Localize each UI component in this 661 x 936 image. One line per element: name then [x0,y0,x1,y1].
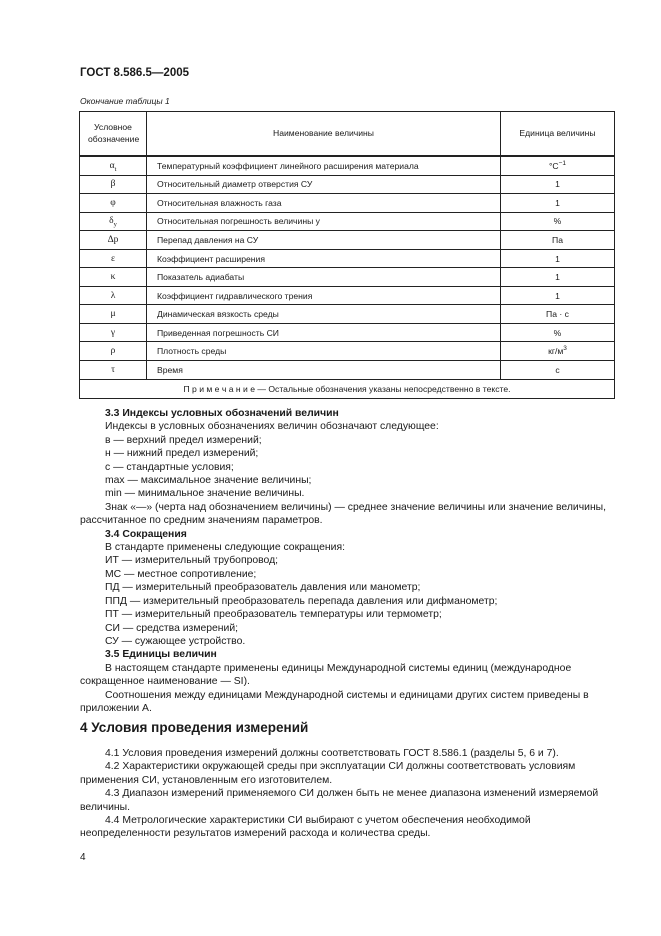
section-3-5-title: 3.5 Единицы величин [105,649,217,661]
symbol-cell [80,194,147,213]
table-header-row [80,112,615,157]
unit-cell [501,305,615,324]
unit: °C [548,160,559,171]
symbol: μ [110,309,116,320]
quantity-name-cell: Коэффициент гидравлического трения [147,286,501,305]
symbols-table [79,111,615,399]
symbol-cell [80,323,147,342]
quantity-name-cell: Плотность среды [147,342,501,361]
quantity-name-cell: Относительная влажность газа [147,194,501,213]
list-item: ППД — измерительный преобразователь перепада давления или дифманометр; [105,595,498,607]
paragraph: 4.4 Метрологические характеристики СИ выбирают с учетом обеспечения необходимой неопределенности результатов измерений расхода и количества среды. [80,815,531,840]
column-header-symbol: Условное обозначение [80,112,147,157]
symbol: ε [111,253,115,264]
unit-cell [501,342,615,361]
list-item: min — минимальное значение величины. [105,488,305,500]
quantity-name-cell: Время [147,361,501,380]
table-row [80,249,615,268]
symbol-cell [80,361,147,380]
symbol-cell [80,305,147,324]
unit-cell [501,156,615,175]
quantity-name-cell: Динамическая вязкость среды [147,305,501,324]
overline-sign-paragraph: Знак «—» (черта над обозначением величины) — среднее значение величины или значение величины, рассчитанное по средним значениям параметров. [80,501,607,527]
document-header: ГОСТ 8.586.5—2005 [80,67,190,79]
symbol: λ [110,290,116,301]
unit-cell [501,286,615,305]
unit-superscript: −1 [558,159,567,167]
quantity-name-cell: Температурный коэффициент линейного расширения материала [147,156,501,175]
symbol: α [109,160,115,171]
symbol-cell [80,156,147,175]
symbol: τ [111,364,115,375]
paragraph: В настоящем стандарте применены единицы Международной системы единиц (международное сокращенное наименование — SI). [80,662,572,688]
unit: с [555,364,560,375]
unit: % [553,327,562,338]
unit: 1 [555,197,560,208]
table-row [80,286,615,305]
paragraph: 4.2 Характеристики окружающей среды при эксплуатации СИ должны соответствовать условиям применения СИ, установленным его изготовителем. [80,761,576,786]
table-row [80,231,615,250]
symbol-cell [80,342,147,361]
table-row [80,342,615,361]
unit: % [553,216,562,227]
table-row [80,361,615,380]
unit: Па · с [546,309,569,320]
page-number: 4 [80,852,86,863]
unit: 1 [555,253,560,264]
unit-cell [501,268,615,287]
symbol-cell [80,286,147,305]
section-3-3-title: 3.3 Индексы условных обозначений величин [105,408,339,419]
table-note: П р и м е ч а н и е — Остальные обозначения указаны непосредственно в тексте. [80,379,615,398]
table-row [80,268,615,287]
list-item: max — максимальное значение величины; [105,475,312,487]
unit-cell [501,323,615,342]
symbol: φ [110,197,116,208]
list-item: ИТ — измерительный трубопровод; [105,555,279,567]
unit-cell [501,194,615,213]
symbol-cell [80,231,147,250]
column-header-name: Наименование величины [147,112,501,157]
symbol-subscript: t [114,165,117,173]
unit: 1 [555,290,560,301]
symbol-cell [80,175,147,194]
table-caption: Окончание таблицы 1 [80,96,170,106]
list-item: СИ — средства измерений; [105,622,239,634]
quantity-name-cell: Перепад давления на СУ [147,231,501,250]
paragraph: 4.3 Диапазон измерений применяемого СИ должен быть не менее диапазона изменений измеряемой величины. [80,788,599,813]
unit-cell [501,175,615,194]
section-3-4-title: 3.4 Сокращения [105,528,187,540]
list-item: с — стандартные условия; [105,461,234,473]
table-row [80,323,615,342]
column-header-unit: Единица величины [501,112,615,157]
unit-cell [501,212,615,231]
section-4 [80,747,616,841]
list-item: СУ — сужающее устройство. [105,635,246,647]
unit-cell [501,231,615,250]
table-row [80,305,615,324]
symbol: Δp [107,234,119,245]
symbol-cell [80,212,147,231]
list-item: МС — местное сопротивление; [105,568,257,580]
table-row [80,156,615,175]
paragraph: 4.1 Условия проведения измерений должны соответствовать ГОСТ 8.586.1 (разделы 5, 6 и 7). [105,748,559,759]
list-item: н — нижний предел измерений; [105,448,259,460]
symbol-subscript: y [113,221,117,229]
unit-superscript: 3 [563,345,567,353]
quantity-name-cell: Приведенная погрешность СИ [147,323,501,342]
table-row [80,212,615,231]
symbol-cell [80,268,147,287]
list-item: В стандарте применены следующие сокращения: [105,542,345,554]
unit: Па [552,234,563,245]
quantity-name-cell: Коэффициент расширения [147,249,501,268]
unit: кг/м [548,346,564,357]
list-item: в — верхний предел измерений; [105,434,262,446]
symbol-cell [80,249,147,268]
symbol: ρ [110,346,116,357]
unit-cell [501,249,615,268]
paragraph: Соотношения между единицами Международной системы и единицами других систем приведены в приложении А. [80,689,589,714]
list-item: Индексы в условных обозначениях величин обозначают следующее: [105,421,439,433]
symbol: γ [110,327,116,338]
unit: 1 [555,272,560,283]
symbol: κ [110,272,116,283]
symbol: δ [109,216,114,227]
list-item: ПТ — измерительный преобразователь температуры или термометр; [105,609,442,621]
unit-cell [501,361,615,380]
unit: 1 [555,179,560,190]
list-item: ПД — измерительный преобразователь давления или манометр; [105,582,421,594]
table-row [80,194,615,213]
symbol: β [110,179,116,190]
table-row [80,175,615,194]
quantity-name-cell: Относительная погрешность величины y [147,212,501,231]
section-4-title: 4 Условия проведения измерений [80,720,309,735]
section-3-3 [80,407,616,715]
quantity-name-cell: Показатель адиабаты [147,268,501,287]
quantity-name-cell: Относительный диаметр отверстия СУ [147,175,501,194]
